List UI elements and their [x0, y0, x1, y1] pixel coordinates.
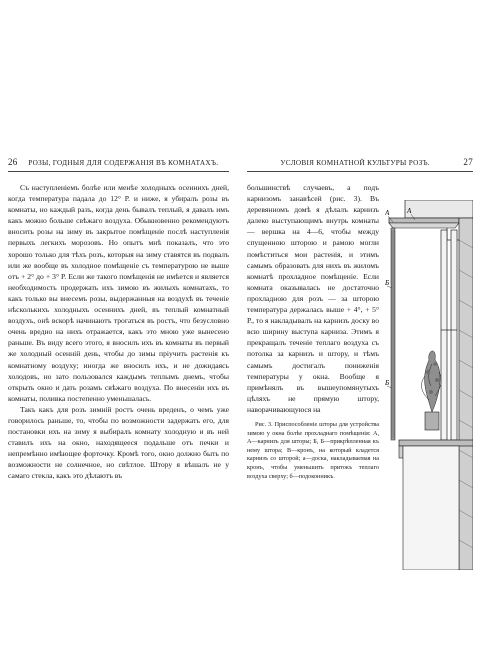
figure-label-a2: А	[407, 207, 412, 215]
left-page-number: 26	[8, 157, 18, 167]
left-page	[8, 157, 229, 482]
figure-caption: Рис. 3. Приспособленіе шторы для устройства зимою у окна болѣе прохладнаго помѣщенія: А, А—карнизъ для шторы; Б, Б—прикрѣпленная къ нему штора; В—кронъ, на который кладется карнизъ со шторой; а—доска, накладываемая на кронъ, чтобы уменьшить притокъ теплаго воздуха сверху; б—подоконникъ.	[247, 420, 379, 480]
window-figure	[385, 200, 473, 570]
right-page	[247, 157, 473, 622]
left-running-title: РОЗЫ, ГОДНЫЯ ДЛЯ СОДЕРЖАНІЯ ВЪ КОМНАТАХЪ.	[28, 159, 219, 167]
right-running-title: УСЛОВІЯ КОМНАТНОЙ КУЛЬТУРЫ РОЗЪ.	[280, 159, 430, 167]
right-paragraph-1: большинствѣ случаевъ, а подъ карнизомъ занавѣсей (рис. 3). Въ деревянномъ домѣ я дѣлалъ карнизъ далеко выступающимъ внутрь комнаты — вершка на 4—6, чтобы между спущенною шторою и рамою могли помѣститься мои растенія, и этимъ самымъ образовать для нихъ въ жиломъ комнатѣ прохладное помѣщеніе. Если комната оказывалась не достаточно прохладною для розъ — за шторою температура держалась выше + 4°, + 5° Р., то я накладывалъ на карнизъ доску во всю ширину выступа карниза. Этимъ я прекращалъ теченіе теплаго воздуха съ потолка за карнизъ и штору, и тѣмъ самымъ достигалъ пониженія температуры у окна. Вообще я примѣнялъ въ вышеупомянутыхъ цѣляхъ не прямую штору, наворачивающуюся на	[247, 183, 379, 414]
left-paragraph-2: Такъ какъ для розъ зимній ростъ очень вреденъ, о чемъ уже говорилось раньше, то, чтобы по возможности задержать его, для постановки ихъ на зиму я выбиралъ комнату холодную и въ ней ставилъ ихъ на окно, находящееся подальше отъ печки и непремѣнно имѣющее форточку. Кромѣ того, окно должно быть по возможности не солнечное, но свѣтлое. Штору я вѣшалъ не у самаго стекла, какъ это дѣлаютъ въ	[8, 404, 229, 481]
figure-label-b1: Б	[385, 279, 390, 287]
right-page-number: 27	[463, 157, 473, 167]
right-running-head	[247, 157, 473, 172]
right-text-column	[247, 182, 379, 487]
left-running-head	[8, 157, 229, 172]
figure-label-b2: Б	[385, 379, 390, 387]
figure-label-a1: А	[385, 209, 390, 217]
left-paragraph-1: Съ наступленіемъ болѣе или менѣе холодныхъ осеннихъ дней, когда температура падала до 12° Р. и ниже, я убиралъ розы въ комнаты, но каждый разъ, когда день бывалъ теплый, я давалъ имъ какъ можно больше свѣжаго воздуха. Обыкновенно рекомендуютъ вносить розы на зиму въ закрытое помѣщеніе послѣ наступленія первыхъ легкихъ морозовъ. Но опытъ мнѣ показалъ, что это хорошо только для тѣхъ розъ, которыя на зиму ставятся въ подвалъ или же вообще въ холодное помѣщеніе съ температурою не выше отъ + 2° до + 3° Р. Если же такого помѣщенія не имѣется и является необходимость продержать ихъ зимою въ жилыхъ комнатахъ, то какъ только вы внесемъ розы, выдержанныя на воздухѣ въ теченіе нѣсколькихъ холодныхъ осеннихъ дней, въ теплый комнатный воздухъ, онѣ вскорѣ начинаютъ трогаться въ ростъ, что безусловно очень вредно на нихъ отражается, какъ это мною уже вынесено раньше. Въ виду всего этого, я вносилъ ихъ въ комнаты въ первый же холодный осенній день, чтобы до зимы пріучить растенія къ комнатному воздуху; иногда же вносилъ ихъ, и не дожидаясь холодовъ, но зато пользовался каждымъ теплымъ днемъ, чтобы открыть окно и дать розамъ свѣжаго воздуха. По внесеніи ихъ въ комнаты, поливка постепенно уменьшалась.	[8, 183, 229, 403]
